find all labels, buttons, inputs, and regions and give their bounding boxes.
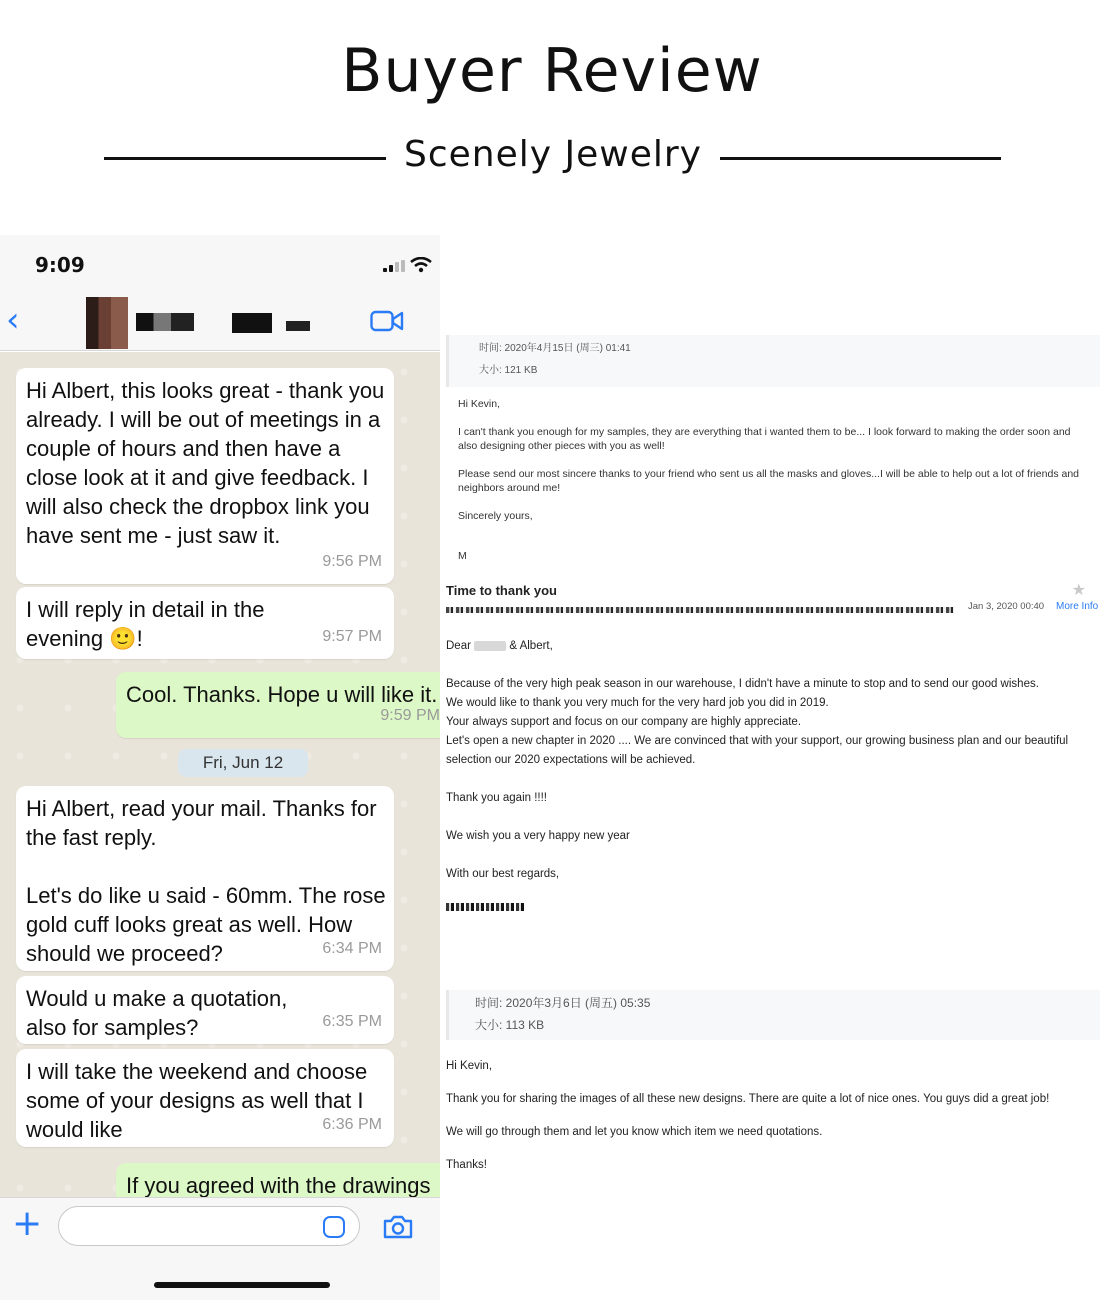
message-time: 9:59 PM (380, 707, 440, 724)
message-text: If you agreed with the drawings (126, 1173, 431, 1197)
email-screenshot-2 (446, 580, 1102, 911)
message-time: 6:35 PM (322, 1013, 382, 1030)
email-greeting: Hi Kevin, (458, 398, 501, 410)
message-text: Hi Albert, read your mail. Thanks for the fast reply. Let's do like u said - 60mm. The rose gold cuff looks great as well. How should we proceed? (26, 796, 386, 966)
message-bubble[interactable] (16, 368, 394, 584)
message-bubble[interactable] (16, 786, 394, 971)
message-composer (0, 1197, 440, 1300)
more-info-link[interactable]: More Info (1056, 601, 1099, 612)
email-closing: Sincerely yours, (458, 510, 533, 522)
status-bar (0, 235, 440, 295)
contact-status-redacted-2 (286, 321, 310, 331)
email-body (446, 619, 1102, 911)
email-closing: Thanks! (446, 1159, 487, 1171)
back-chevron-icon[interactable]: ‹ (6, 300, 20, 340)
chat-header (0, 295, 440, 351)
email-paragraph: I can't thank you enough for my samples, they are everything that i wanted them to be... I look forward to making the order soon and also designing other pieces with you as well! (458, 426, 1071, 452)
email-greeting: Hi Kevin, (446, 1060, 493, 1072)
email-from-line (446, 601, 1102, 619)
message-bubble-outgoing[interactable] (116, 1163, 440, 1197)
sticker-icon[interactable] (323, 1216, 345, 1238)
message-input[interactable] (58, 1206, 360, 1246)
email-paragraph: Because of the very high peak season in our warehouse, I didn't have a minute to stop and to send our good wishes. We would like to thank you very much for the very hard job you did in 2019. Your always support and focus on our company are highly appreciate. Let's open a new chapter in 2020 .... We are convinced that with your support, our growing business plan and our beautiful selection our 2020 expectations will be achieved. (446, 678, 1069, 766)
camera-icon[interactable] (382, 1214, 414, 1240)
email-screenshot-1 (446, 335, 1100, 587)
divider-left (104, 157, 386, 160)
signal-icon (383, 260, 405, 272)
wifi-icon (410, 257, 432, 273)
email-size: 大小: 113 KB (475, 1018, 545, 1032)
greeting-suffix: & Albert, (509, 640, 553, 652)
message-time: 6:36 PM (322, 1116, 382, 1133)
email-paragraph: We will go through them and let you know which item we need quotations. (446, 1126, 823, 1138)
whatsapp-screenshot (0, 235, 440, 1300)
sender-redacted (446, 607, 954, 613)
contact-name-redacted (136, 313, 194, 331)
name-redacted (474, 641, 506, 651)
message-text: I will reply in detail in the evening 🙂! (26, 597, 265, 651)
subtitle-row (0, 132, 1104, 182)
email-paragraph: We wish you a very happy new year (446, 830, 630, 842)
email-time: 时间: 2020年3月6日 (周五) 05:35 (475, 996, 651, 1010)
email-body (446, 1040, 1100, 1173)
message-bubble-outgoing[interactable] (116, 672, 440, 738)
video-call-icon[interactable] (370, 309, 404, 333)
divider-right (720, 157, 1001, 160)
plus-icon[interactable]: + (12, 1203, 43, 1244)
chat-thread[interactable] (0, 352, 440, 1197)
avatar[interactable] (86, 297, 128, 349)
message-text: I will take the weekend and choose some of your designs as well that I would like (26, 1059, 368, 1142)
message-time: 9:57 PM (322, 628, 382, 645)
message-text: Would u make a quotation, also for samples? (26, 986, 288, 1040)
message-time: 6:34 PM (322, 940, 382, 957)
brand-subtitle: Scenely Jewelry (404, 134, 702, 175)
email-body (446, 387, 1100, 587)
email-date: Jan 3, 2020 00:40 (968, 601, 1045, 612)
email-size: 大小: 121 KB (479, 365, 538, 376)
email-closing: With our best regards, (446, 868, 560, 880)
message-text: Hi Albert, this looks great - thank you already. I will be out of meetings in a couple of hours and then have a close look at it and give feedback. I will also check the dropbox link you have sent me - just saw it. (26, 378, 385, 548)
email-subject: Time to thank you (446, 583, 557, 598)
email-paragraph: Thank you for sharing the images of all these new designs. There are quite a lot of nice ones. You guys did a great job! (446, 1093, 1050, 1105)
message-text: Cool. Thanks. Hope u will like it. (126, 682, 438, 707)
message-bubble[interactable] (16, 1049, 394, 1147)
email-screenshot-3 (446, 990, 1100, 1190)
message-bubble[interactable] (16, 976, 394, 1044)
email-meta (446, 990, 1100, 1040)
date-divider: Fri, Jun 12 (178, 749, 308, 777)
message-time: 9:56 PM (322, 553, 382, 570)
signature-redacted (446, 903, 524, 911)
email-greeting (446, 637, 1102, 656)
email-meta (446, 335, 1100, 387)
email-paragraph: Please send our most sincere thanks to your friend who sent us all the masks and gloves...I will be able to help out a lot of friends and neighbors around me! (458, 468, 1080, 494)
email-paragraph: Thank you again !!!! (446, 792, 548, 804)
greeting-prefix: Dear (446, 640, 471, 652)
contact-status-redacted (232, 313, 272, 333)
email-signature: M (458, 550, 467, 562)
page-title: Buyer Review (341, 36, 763, 106)
message-bubble[interactable] (16, 587, 394, 659)
star-icon[interactable]: ★ (1071, 582, 1086, 599)
email-time: 时间: 2020年4月15日 (周三) 01:41 (479, 343, 631, 354)
status-time: 9:09 (35, 253, 85, 277)
home-indicator (154, 1282, 330, 1288)
